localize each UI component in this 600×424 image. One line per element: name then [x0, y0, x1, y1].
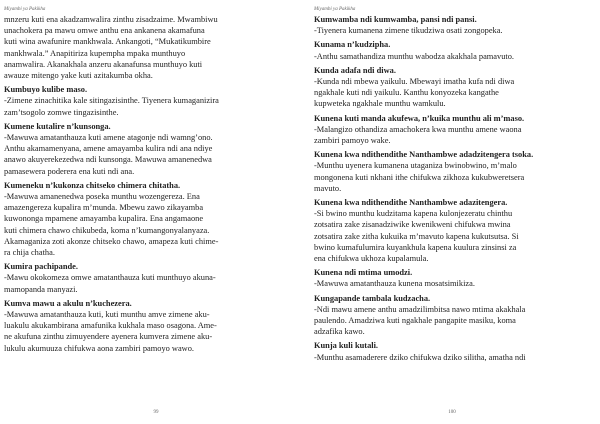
proverb-entry	[314, 65, 590, 110]
text-line: adzafika kawo.	[314, 327, 365, 337]
text-line: -Anthu samathandiza munthu wabodza akakhala pamavuto.	[314, 51, 515, 61]
proverb-heading: Kunena kwa ndithendithe Nanthambwe adadzitengera tsoka.	[314, 150, 534, 160]
text-line: ngakhale kuti ndi yaikulu. Kanthu konyozeka kangathe	[314, 88, 499, 98]
text-line: Anthu akamamenyana, amene amayamba kulira ndi ana ndiye	[4, 144, 213, 154]
text-line: zambiri pamoyo wake.	[314, 136, 391, 146]
proverb-entry	[314, 340, 590, 362]
running-head: Miyambi ya Pakikha	[314, 7, 356, 12]
proverb-heading: Kunama n’kudzipha.	[314, 40, 391, 50]
text-line: luakulu akukambirana amafunika kukhala maso osagona. Ame-	[4, 321, 217, 331]
text-line: zotsatira zake zisanadziwike kwenikweni chifukwa mwina	[314, 220, 511, 230]
proverb-entry	[314, 39, 590, 61]
proverb-heading: Kumene kutalire n’kunsonga.	[4, 121, 111, 131]
text-line: unachokera pa mawu omwe anthu ena ankanena akamafuna	[4, 26, 205, 36]
text-line: -Tiyenera kumanena zimene tikudziwa osati zongopeka.	[314, 26, 503, 36]
proverb-heading: Kunda adafa ndi diwa.	[314, 65, 396, 75]
text-block	[314, 14, 590, 363]
text-line: -Mawuwa amatanthauza kunena mosatsimikiza.	[314, 279, 475, 289]
text-line: -Kunda ndi mbewa yaikulu. Mbewayi imatha kufa ndi diwa	[314, 77, 515, 87]
text-line: -Malangizo othandiza amachokera kwa munthu amene waona	[314, 124, 522, 134]
proverb-entry	[4, 298, 284, 354]
text-line: mankhwala.” Anapitiriza kupempha mpaka munthuyo	[4, 48, 186, 58]
text-line: kupweteka ngakhale munthu wamkulu.	[314, 99, 446, 109]
text-line: -Munthu asamaderere dziko chifukwa dziko silitha, amatha ndi	[314, 352, 526, 362]
text-line: ena chifukwa ukhoza kupalamula.	[314, 254, 429, 264]
text-line: -Mawuwa amanenedwa poseka munthu wozengereza. Ena	[4, 192, 200, 202]
text-line: kuti chimera chawo chikubeda, koma n’kumangonyalanyaza.	[4, 225, 210, 235]
text-line: zam’tsogolo zomwe tingazisinthe.	[4, 107, 119, 117]
proverb-entry	[4, 84, 284, 118]
proverb-heading: Kumira pachipande.	[4, 262, 78, 272]
text-line: mavuto.	[314, 183, 342, 193]
proverb-entry	[314, 197, 590, 264]
proverb-heading: Kunena ndi mtima umodzi.	[314, 268, 413, 278]
proverb-heading: Kumva mawu a akulu n’kuchezera.	[4, 298, 132, 308]
text-line: mongonena kuti nkhani ithe chifukwa zikhoza kukubweretsera	[314, 172, 525, 182]
text-block	[4, 14, 284, 354]
text-line: ra chija chatha.	[4, 248, 55, 258]
text-line: -Mawuwa amatanthauza kuti, kuti munthu amve zimene aku-	[4, 310, 210, 320]
proverb-entry	[4, 121, 284, 177]
text-line: pamasewera poderera ena kuti ndi ana.	[4, 166, 135, 176]
intro-paragraph	[4, 14, 284, 81]
text-line: -Munthu uyenera kumanena utaganiza bwinobwino, m’malo	[314, 161, 517, 171]
text-line: kuwononga mpamene amayamba kupalira. Ena angamaone	[4, 214, 204, 224]
text-line: lukulu akumuuza chifukwa aona zambiri pamoyo wawo.	[4, 343, 195, 353]
text-line: -Mawuwa amatanthauza kuti amene atagonje ndi wamng’ono.	[4, 133, 213, 143]
proverb-entry	[314, 113, 590, 147]
text-line: -Si bwino munthu kudzitama kapena kulonjezeratu chinthu	[314, 209, 513, 219]
text-line: mnzeru kuti ena akadzamwalira zinthu zisadzaime. Mwambiwu	[4, 15, 218, 24]
proverb-heading: Kumeneku n’kukonza chitseko chimera chitatha.	[4, 180, 181, 190]
text-line: awauze mitengo yake kuti azitakumba okha.	[4, 71, 153, 81]
page-number: 100	[448, 410, 456, 415]
right-page	[300, 0, 600, 424]
proverb-entry	[4, 261, 284, 295]
text-line: Akamaganiza zoti akonze chitseko chawo, amapeza kuti chime-	[4, 236, 219, 246]
proverb-heading: Kungapande tambala kudzacha.	[314, 293, 431, 303]
text-line: -Ndi mawu amene anthu amadzilimbitsa nawo mtima akakhala	[314, 304, 526, 314]
text-line: mamopanda manyazi.	[4, 284, 78, 294]
text-line: ne akufuna zinthu zimuyendere ayenera kumvera zimene aku-	[4, 332, 213, 342]
proverb-heading: Kunena kwa ndithendithe Nanthambwe adazitengera.	[314, 198, 508, 208]
proverb-entry	[314, 267, 590, 289]
proverb-heading: Kumwamba ndi kumwamba, pansi ndi pansi.	[314, 15, 477, 24]
proverb-heading: Kumbuyo kulibe maso.	[4, 85, 88, 95]
text-line: kuti wina awafunire mankhwala. Ankangoti, “Mukatikumbire	[4, 37, 211, 47]
proverb-heading: Kunena kuti manda akufewa, n’kuika munthu ali m’maso.	[314, 113, 525, 123]
page-number: 99	[153, 410, 159, 415]
text-line: anamwalira. Akanakhala anzeru akanafunsa munthuyo kuti	[4, 59, 203, 69]
text-line: anawo akuyerekezedwa ndi kunsonga. Mawuwa amanenedwa	[4, 155, 212, 165]
proverb-entry	[314, 149, 590, 194]
text-line: bwino kumafulumira kuyankhula kapena kuulura zinsinsi za	[314, 242, 517, 252]
text-line: paulendo. Amadziwa kuti ngakhale pangapite masiku, koma	[314, 316, 516, 326]
proverb-heading: Kunja kuli kutali.	[314, 341, 379, 351]
text-line: -Zimene zinachitika kale sitingazisinthe. Tiyenera kumaganizira	[4, 96, 219, 106]
text-line: amazengereza kupalira m’munda. Mbewu zawo zikayamba	[4, 203, 204, 213]
text-line: -Mawu okokomeza omwe amatanthauza kuti munthuyo akuna-	[4, 273, 216, 283]
proverb-entry	[314, 293, 590, 338]
proverb-entry	[4, 180, 284, 258]
running-head: Miyambi ya Pakikha	[4, 7, 46, 12]
proverb-entry	[314, 14, 590, 36]
text-line: zotsatira zake zitha kukuika m’mavuto kapena kukutsutsa. Si	[314, 231, 519, 241]
